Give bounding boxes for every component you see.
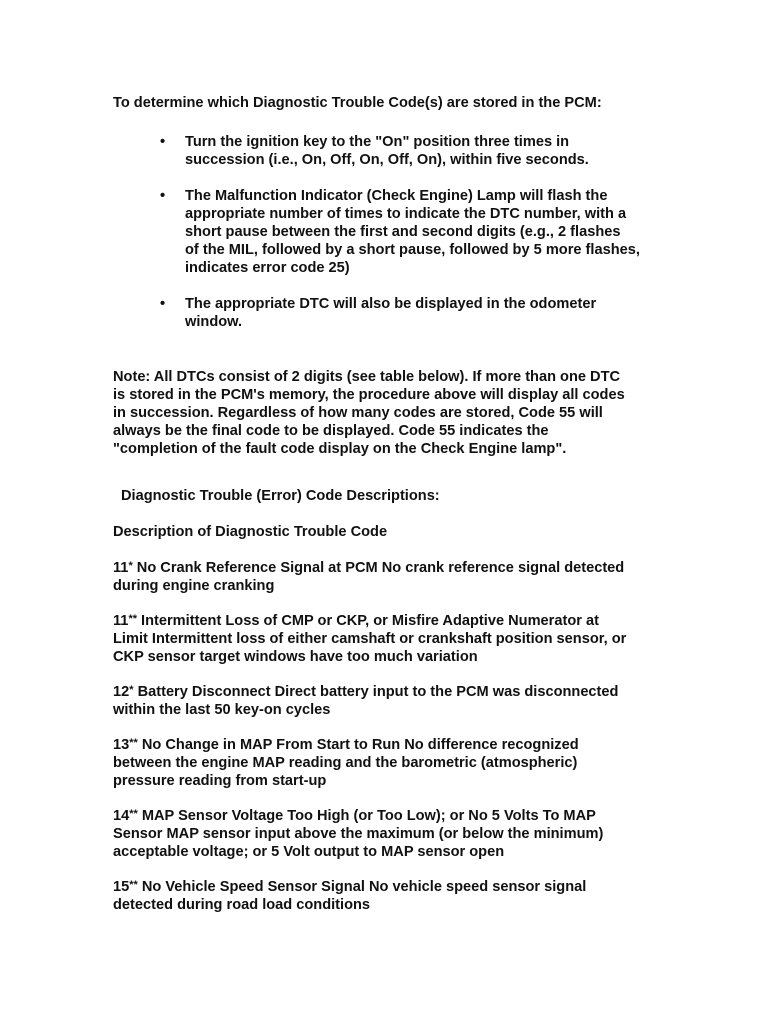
bullet-icon: • [160, 296, 166, 312]
code-marker: ** [129, 879, 138, 891]
code-description: Intermittent Loss of CMP or CKP, or Misfire Adaptive Numerator at Limit Intermittent loss of either camshaft or crankshaft position sensor, or CKP sensor target windows have too much variation [113, 613, 627, 665]
code-number: 12 [113, 684, 130, 700]
instruction-text: The Malfunction Indicator (Check Engine) Lamp will flash the appropriate number of times to indicate the DTC number, with a short pause between the first and second digits (e.g., 2 flashes of the MIL, followed by a short pause, followed by 5 more flashes, indicates error code 25) [185, 188, 640, 276]
code-number: 14 [113, 808, 130, 824]
code-entry [113, 736, 673, 790]
code-entry [113, 683, 673, 719]
code-marker: * [128, 560, 133, 572]
instruction-item [113, 133, 673, 169]
code-number: 15 [113, 879, 130, 895]
code-entry [113, 559, 673, 595]
code-number: 13 [113, 737, 130, 753]
code-description: No Vehicle Speed Sensor Signal No vehicle speed sensor signal detected during road load conditions [113, 879, 587, 913]
code-description: No Crank Reference Signal at PCM No crank reference signal detected during engine cranking [113, 560, 625, 594]
section-title: Diagnostic Trouble (Error) Code Descriptions: [121, 488, 440, 504]
bullet-icon: • [160, 134, 166, 150]
intro-text: To determine which Diagnostic Trouble Code(s) are stored in the PCM: [113, 95, 602, 111]
code-number: 11 [113, 613, 129, 629]
code-description: MAP Sensor Voltage Too High (or Too Low); or No 5 Volts To MAP Sensor MAP sensor input above the maximum (or below the minimum) acceptable voltage; or 5 Volt output to MAP sensor open [113, 808, 604, 860]
code-marker: ** [129, 808, 138, 820]
code-marker: ** [129, 737, 138, 749]
code-description: Battery Disconnect Direct battery input to the PCM was disconnected within the last 50 key-on cycles [113, 684, 619, 718]
code-entry [113, 612, 673, 666]
code-entry [113, 878, 673, 914]
instruction-item [113, 295, 673, 331]
code-number: 11 [113, 560, 129, 576]
instruction-item [113, 187, 673, 277]
code-entry [113, 807, 673, 861]
code-marker: ** [128, 613, 137, 625]
code-marker: * [129, 684, 134, 696]
code-description: No Change in MAP From Start to Run No difference recognized between the engine MAP reading and the barometric (atmospheric) pressure reading from start-up [113, 737, 579, 789]
description-header: Description of Diagnostic Trouble Code [113, 524, 388, 540]
document-page [113, 94, 673, 931]
instruction-text: Turn the ignition key to the "On" position three times in succession (i.e., On, Off, On, Off, On), within five seconds. [185, 134, 589, 168]
instruction-text: The appropriate DTC will also be displayed in the odometer window. [185, 296, 597, 330]
bullet-icon: • [160, 188, 166, 204]
instruction-list [113, 133, 673, 331]
note-paragraph: Note: All DTCs consist of 2 digits (see table below). If more than one DTC is stored in the PCM's memory, the procedure above will display all codes in succession. Regardless of how many codes are stored, Code 55 will always be the final code to be displayed. Code 55 indicates the "completion of the fault code display on the Check Engine lamp". [113, 369, 625, 457]
